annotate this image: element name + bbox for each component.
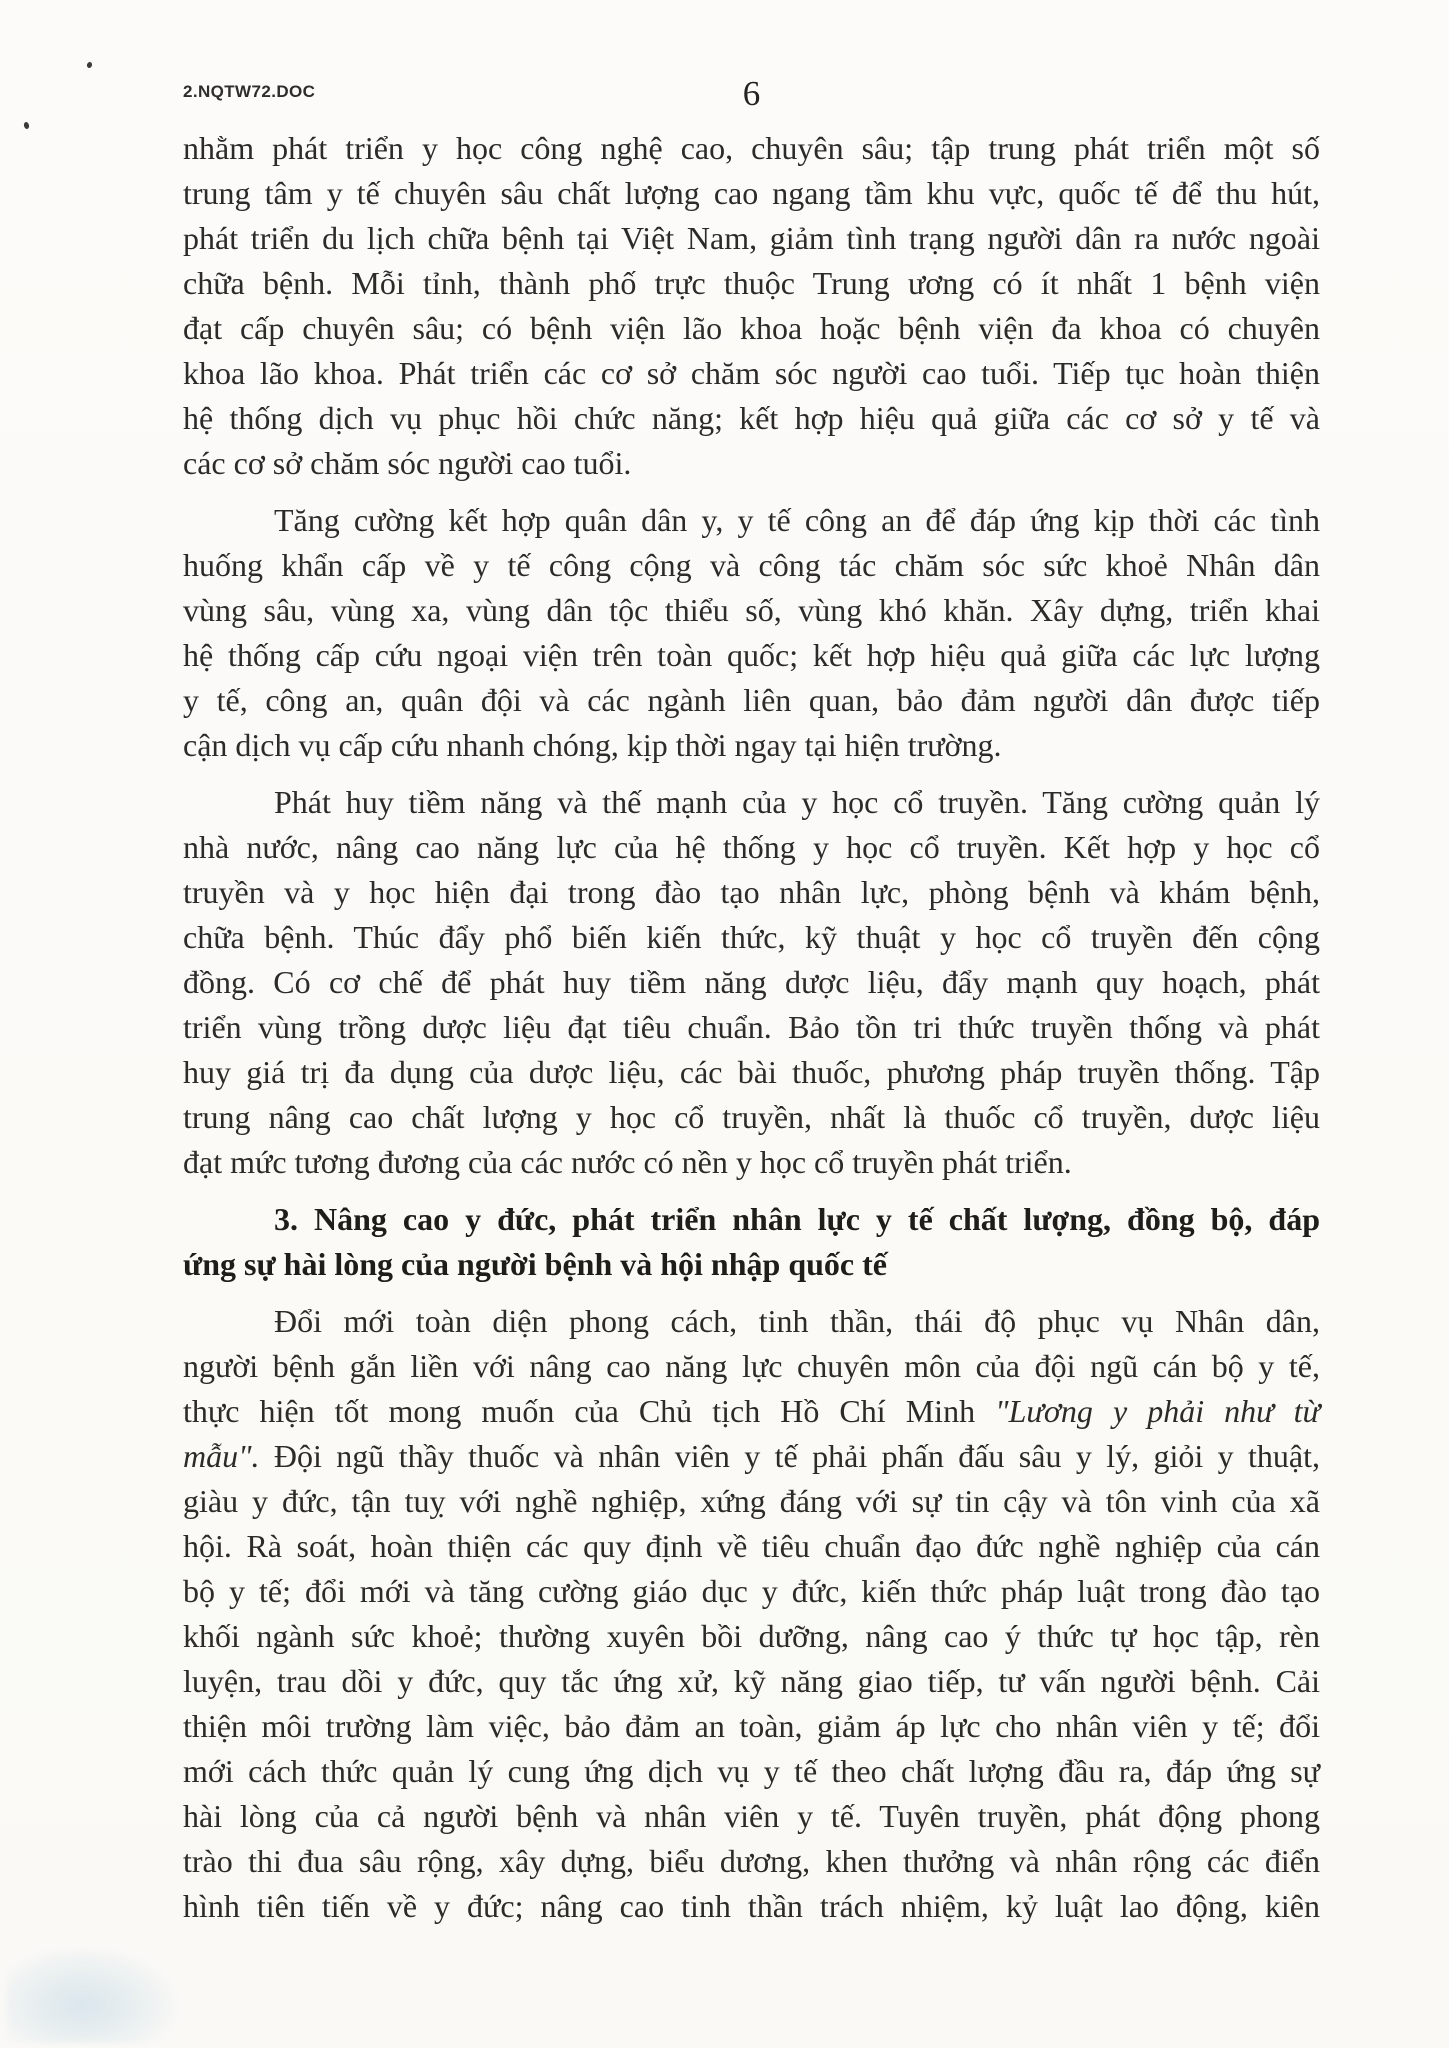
text-line bbox=[183, 171, 1320, 216]
text-line-content bbox=[183, 1434, 1320, 1479]
text-segment: khoa lão khoa. Phát triển các cơ sở chăm sóc người cao tuổi. Tiếp tục hoàn thiện bbox=[183, 355, 1320, 391]
text-line bbox=[183, 1614, 1320, 1659]
text-segment: 3. Nâng cao y đức, phát triển nhân lực y tế chất lượng, đồng bộ, đáp bbox=[274, 1201, 1320, 1237]
text-line-content bbox=[183, 1569, 1320, 1614]
text-line bbox=[183, 1389, 1320, 1434]
text-segment: chữa bệnh. Thúc đẩy phổ biến kiến thức, kỹ thuật y học cổ truyền đến cộng bbox=[183, 919, 1320, 955]
text-segment: Đội ngũ thầy thuốc và nhân viên y tế phải phấn đấu sâu y lý, giỏi y thuật, bbox=[259, 1438, 1320, 1474]
document-body bbox=[183, 126, 1320, 1941]
text-segment: các cơ sở chăm sóc người cao tuổi. bbox=[183, 445, 632, 481]
text-line-content bbox=[183, 1884, 1320, 1929]
text-segment: hệ thống cấp cứu ngoại viện trên toàn quốc; kết hợp hiệu quả giữa các lực lượng bbox=[183, 637, 1320, 673]
text-line bbox=[183, 1242, 1320, 1287]
text-line-content bbox=[183, 351, 1320, 396]
text-line bbox=[183, 1050, 1320, 1095]
text-segment: mới cách thức quản lý cung ứng dịch vụ y tế theo chất lượng đầu ra, đáp ứng sự bbox=[183, 1753, 1320, 1789]
text-line bbox=[183, 216, 1320, 261]
text-segment: mẫu". bbox=[183, 1438, 260, 1474]
text-line-content bbox=[183, 1839, 1320, 1884]
text-line-content bbox=[183, 1344, 1320, 1389]
ink-speck bbox=[23, 121, 30, 129]
text-line-content bbox=[274, 1299, 1320, 1344]
text-line-content bbox=[183, 306, 1320, 351]
text-line-content bbox=[183, 1050, 1320, 1095]
text-segment: phát triển du lịch chữa bệnh tại Việt Nam, giảm tình trạng người dân ra nước ngoài bbox=[183, 220, 1320, 256]
text-segment: nhà nước, nâng cao năng lực của hệ thống y học cổ truyền. Kết hợp y học cổ bbox=[183, 829, 1320, 865]
text-line-content bbox=[183, 396, 1320, 441]
text-segment: chữa bệnh. Mỗi tỉnh, thành phố trực thuộc Trung ương có ít nhất 1 bệnh viện bbox=[183, 265, 1320, 301]
text-line bbox=[183, 1005, 1320, 1050]
page-number: 6 bbox=[742, 74, 761, 113]
text-segment: nhằm phát triển y học công nghệ cao, chuyên sâu; tập trung phát triển một số bbox=[183, 130, 1320, 166]
text-line bbox=[183, 1794, 1320, 1839]
text-line-content bbox=[183, 1389, 1320, 1434]
text-line-content bbox=[183, 915, 1320, 960]
text-line-content bbox=[274, 498, 1320, 543]
text-line-content bbox=[183, 1749, 1320, 1794]
text-segment: Tăng cường kết hợp quân dân y, y tế công an để đáp ứng kịp thời các tình bbox=[274, 502, 1320, 538]
text-segment: giàu y đức, tận tuỵ với nghề nghiệp, xứng đáng với sự tin cậy và tôn vinh của xã bbox=[183, 1483, 1320, 1519]
text-line bbox=[183, 306, 1320, 351]
text-line bbox=[183, 723, 1320, 768]
text-line-content bbox=[183, 1479, 1320, 1524]
text-line-content bbox=[183, 825, 1320, 870]
text-line bbox=[183, 351, 1320, 396]
text-line bbox=[183, 396, 1320, 441]
text-line bbox=[183, 498, 1320, 543]
text-line bbox=[183, 126, 1320, 171]
text-line bbox=[183, 1569, 1320, 1614]
text-segment: Đổi mới toàn diện phong cách, tinh thần, thái độ phục vụ Nhân dân, bbox=[274, 1303, 1320, 1339]
text-segment: người bệnh gắn liền với nâng cao năng lực chuyên môn của đội ngũ cán bộ y tế, bbox=[183, 1348, 1320, 1384]
text-line bbox=[183, 825, 1320, 870]
text-segment: ứng sự hài lòng của người bệnh và hội nhập quốc tế bbox=[183, 1246, 887, 1282]
text-line-content bbox=[183, 1095, 1320, 1140]
text-segment: huống khẩn cấp về y tế công cộng và công tác chăm sóc sức khoẻ Nhân dân bbox=[183, 547, 1320, 583]
text-line-content bbox=[183, 543, 1320, 588]
text-line-content bbox=[183, 216, 1320, 261]
text-line bbox=[183, 915, 1320, 960]
text-segment: "Lương y phải như từ bbox=[995, 1393, 1321, 1429]
text-segment: truyền và y học hiện đại trong đào tạo nhân lực, phòng bệnh và khám bệnh, bbox=[183, 874, 1320, 910]
text-line-content bbox=[274, 1197, 1320, 1242]
text-line bbox=[183, 1095, 1320, 1140]
text-segment: thiện môi trường làm việc, bảo đảm an toàn, giảm áp lực cho nhân viên y tế; đổi bbox=[183, 1708, 1320, 1744]
text-line bbox=[183, 960, 1320, 1005]
text-segment: huy giá trị đa dụng của dược liệu, các bài thuốc, phương pháp truyền thống. Tập bbox=[183, 1054, 1320, 1090]
text-line-content bbox=[183, 1005, 1320, 1050]
text-line bbox=[183, 1704, 1320, 1749]
text-line bbox=[183, 441, 1320, 486]
text-segment: Phát huy tiềm năng và thế mạnh của y học cổ truyền. Tăng cường quản lý bbox=[274, 784, 1320, 820]
section-heading bbox=[183, 1197, 1320, 1287]
ink-speck bbox=[86, 61, 93, 68]
text-line-content bbox=[183, 723, 1002, 768]
text-line bbox=[183, 780, 1320, 825]
text-line-content bbox=[183, 1704, 1320, 1749]
text-segment: đồng. Có cơ chế để phát huy tiềm năng dược liệu, đẩy mạnh quy hoạch, phát bbox=[183, 964, 1320, 1000]
text-segment: thực hiện tốt mong muốn của Chủ tịch Hồ Chí Minh bbox=[183, 1393, 996, 1429]
text-segment: trung nâng cao chất lượng y học cổ truyền, nhất là thuốc cổ truyền, dược liệu bbox=[183, 1099, 1320, 1135]
text-line bbox=[183, 543, 1320, 588]
text-segment: luyện, trau dồi y đức, quy tắc ứng xử, kỹ năng giao tiếp, tư vấn người bệnh. Cải bbox=[183, 1663, 1320, 1699]
text-line bbox=[183, 870, 1320, 915]
text-segment: hình tiên tiến về y đức; nâng cao tinh thần trách nhiệm, kỷ luật lao động, kiên bbox=[183, 1888, 1320, 1924]
text-segment: hệ thống dịch vụ phục hồi chức năng; kết hợp hiệu quả giữa các cơ sở y tế và bbox=[183, 400, 1320, 436]
doc-filename: 2.NQTW72.DOC bbox=[183, 82, 316, 101]
text-line-content bbox=[183, 588, 1320, 633]
text-line bbox=[183, 1839, 1320, 1884]
text-line-content bbox=[183, 678, 1320, 723]
text-segment: trung tâm y tế chuyên sâu chất lượng cao ngang tầm khu vực, quốc tế để thu hút, bbox=[183, 175, 1320, 211]
text-line-content bbox=[183, 633, 1320, 678]
text-segment: khối ngành sức khoẻ; thường xuyên bồi dưỡng, nâng cao ý thức tự học tập, rèn bbox=[183, 1618, 1320, 1654]
text-line-content bbox=[183, 1524, 1320, 1569]
text-segment: y tế, công an, quân đội và các ngành liên quan, bảo đảm người dân được tiếp bbox=[183, 682, 1320, 718]
text-line-content bbox=[183, 1659, 1320, 1704]
text-line-content bbox=[183, 870, 1320, 915]
text-segment: cận dịch vụ cấp cứu nhanh chóng, kịp thời ngay tại hiện trường. bbox=[183, 727, 1002, 763]
text-line bbox=[183, 1140, 1320, 1185]
text-segment: hội. Rà soát, hoàn thiện các quy định về tiêu chuẩn đạo đức nghề nghiệp của cán bbox=[183, 1528, 1320, 1564]
text-segment: hài lòng của cả người bệnh và nhân viên y tế. Tuyên truyền, phát động phong bbox=[183, 1798, 1320, 1834]
text-line bbox=[183, 1434, 1320, 1479]
text-line bbox=[183, 1299, 1320, 1344]
text-line-content bbox=[183, 126, 1320, 171]
text-line bbox=[183, 1749, 1320, 1794]
text-line-content bbox=[183, 261, 1320, 306]
text-line-content bbox=[183, 1794, 1320, 1839]
paper-stain bbox=[6, 1948, 176, 2043]
text-line-content bbox=[183, 960, 1320, 1005]
text-segment: đạt mức tương đương của các nước có nền y học cổ truyền phát triển. bbox=[183, 1144, 1072, 1180]
text-line bbox=[183, 1524, 1320, 1569]
text-line bbox=[183, 261, 1320, 306]
text-line bbox=[183, 1479, 1320, 1524]
text-segment: trào thi đua sâu rộng, xây dựng, biểu dương, khen thưởng và nhân rộng các điển bbox=[183, 1843, 1320, 1879]
paragraph bbox=[183, 780, 1320, 1185]
text-line-content bbox=[183, 441, 631, 486]
paragraph bbox=[183, 498, 1320, 768]
text-line bbox=[183, 1659, 1320, 1704]
text-line bbox=[183, 678, 1320, 723]
paragraph bbox=[183, 126, 1320, 486]
text-segment: đạt cấp chuyên sâu; có bệnh viện lão khoa hoặc bệnh viện đa khoa có chuyên bbox=[183, 310, 1320, 346]
text-line-content bbox=[183, 1614, 1320, 1659]
text-segment: triển vùng trồng dược liệu đạt tiêu chuẩn. Bảo tồn tri thức truyền thống và phát bbox=[183, 1009, 1320, 1045]
text-segment: vùng sâu, vùng xa, vùng dân tộc thiểu số, vùng khó khăn. Xây dựng, triển khai bbox=[183, 592, 1320, 628]
text-line-content bbox=[274, 780, 1320, 825]
text-segment: bộ y tế; đổi mới và tăng cường giáo dục y đức, kiến thức pháp luật trong đào tạo bbox=[183, 1573, 1320, 1609]
text-line-content bbox=[183, 1242, 887, 1287]
text-line bbox=[183, 1884, 1320, 1929]
text-line-content bbox=[183, 1140, 1072, 1185]
text-line bbox=[183, 1197, 1320, 1242]
text-line bbox=[183, 588, 1320, 633]
text-line bbox=[183, 1344, 1320, 1389]
text-line bbox=[183, 633, 1320, 678]
paragraph bbox=[183, 1299, 1320, 1929]
text-line-content bbox=[183, 171, 1320, 216]
